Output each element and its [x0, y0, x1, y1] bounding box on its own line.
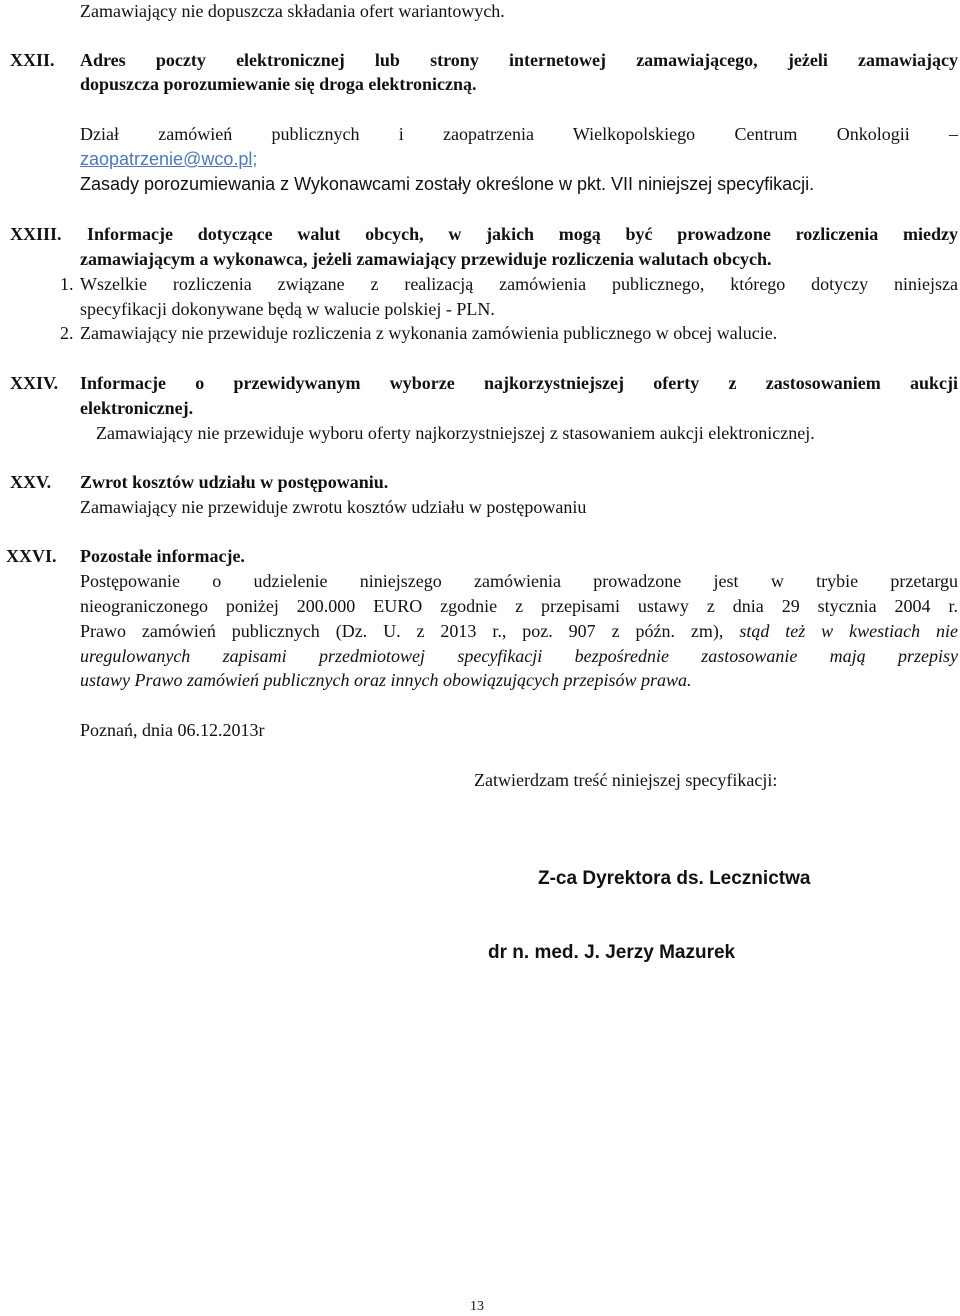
section-xxiv-text: Zamawiający nie przewiduje wyboru oferty najkorzystniejszej z stasowaniem aukcji elektronicznej.	[96, 423, 815, 443]
item-number-2: 2.	[60, 323, 74, 343]
page-number: 13	[470, 1299, 484, 1314]
section-number-xxiii: XXIII.	[10, 224, 62, 244]
section-heading-xxv: Zwrot kosztów udziału w postępowaniu.	[80, 472, 389, 492]
item-1-line1: Wszelkie rozliczenia związane z realizacją zamówienia publicznego, którego dotyczy niniejsza	[80, 274, 958, 294]
place-date: Poznań, dnia 06.12.2013r	[80, 720, 265, 740]
item-2-text: Zamawiający nie przewiduje rozliczenia z wykonania zamówienia publicznego w obcej walucie.	[80, 323, 778, 343]
item-1-line2: specyfikacji dokonywane będą w walucie polskiej - PLN.	[80, 299, 495, 319]
section-xxvi-line3-italic: stąd też w kwestiach nie	[739, 621, 959, 641]
section-xxvi-line2: nieograniczonego poniżej 200.000 EURO zgodnie z przepisami ustawy z dnia 29 stycznia 2004 r.	[80, 596, 958, 616]
signatory-name: dr n. med. J. Jerzy Mazurek	[488, 942, 736, 963]
item-number-1: 1.	[60, 274, 74, 294]
section-heading-xxiv-line2: elektronicznej.	[80, 398, 194, 418]
department-line: Dział zamówień publicznych i zaopatrzenia Wielkopolskiego Centrum Onkologii –	[80, 124, 958, 144]
section-heading-xxii-line2: dopuszcza porozumiewanie się droga elektroniczną.	[80, 74, 477, 94]
section-xxv-text: Zamawiający nie przewiduje zwrotu kosztów udziału w postępowaniu	[80, 497, 587, 517]
section-number-xxii: XXII.	[10, 50, 55, 70]
email-line	[80, 148, 257, 170]
section-number-xxiv: XXIV.	[10, 373, 59, 393]
section-number-xxv: XXV.	[10, 472, 52, 492]
section-xxvi-line3	[80, 620, 958, 642]
section-heading-xxiv-line1: Informacje o przewidywanym wyborze najkorzystniejszej oferty z zastosowaniem aukcji	[80, 373, 958, 393]
section-heading-xxvi: Pozostałe informacje.	[80, 546, 245, 566]
signatory-title: Z-ca Dyrektora ds. Lecznictwa	[538, 868, 811, 889]
section-xxvi-line3-plain: Prawo zamówień publicznych (Dz. U. z 2013 r., poz. 907 z późn. zm),	[80, 621, 724, 641]
section-xxvi-line4: uregulowanych zapisami przedmiotowej specyfikacji bezpośrednie zastosowanie mają przepisy	[80, 646, 958, 666]
section-heading-xxiii-line2: zamawiającym a wykonawca, jeżeli zamawiający przewiduje rozliczenia walutach obcych.	[80, 249, 772, 269]
section-number-xxvi: XXVI.	[6, 546, 57, 566]
section-heading-xxii-line1: Adres poczty elektronicznej lub strony internetowej zamawiającego, jeżeli zamawiający	[80, 50, 958, 70]
communication-rules: Zasady porozumiewania z Wykonawcami zostały określone w pkt. VII niniejszej specyfikacji.	[80, 174, 815, 194]
top-line: Zamawiający nie dopuszcza składania ofert wariantowych.	[80, 1, 505, 21]
section-xxvi-line1: Postępowanie o udzielenie niniejszego zamówienia prowadzone jest w trybie przetargu	[80, 571, 958, 591]
approval-line: Zatwierdzam treść niniejszej specyfikacji:	[474, 770, 778, 790]
section-xxvi-line5: ustawy Prawo zamówień publicznych oraz innych obowiązujących przepisów prawa.	[80, 670, 692, 690]
section-heading-xxiii-line1: Informacje dotyczące walut obcych, w jakich mogą być prowadzone rozliczenia miedzy	[87, 224, 958, 244]
email-link[interactable]: zaopatrzenie@wco.pl;	[80, 149, 258, 169]
